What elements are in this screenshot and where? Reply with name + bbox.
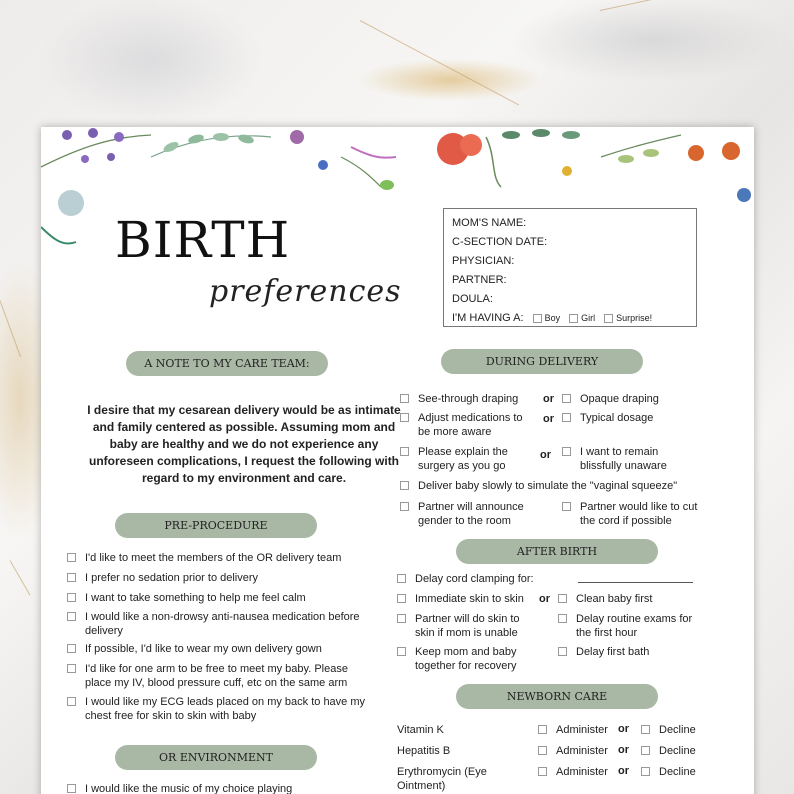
checkbox[interactable]	[67, 553, 76, 562]
checkbox[interactable]	[641, 746, 650, 755]
checkbox[interactable]	[67, 784, 76, 793]
document-page	[41, 127, 754, 794]
or-label: or	[618, 744, 629, 756]
checkbox[interactable]	[400, 394, 409, 403]
or-label: or	[543, 393, 554, 405]
having-row	[452, 309, 688, 328]
checkbox[interactable]	[562, 447, 571, 456]
checklist-item[interactable]: Delay first bath	[558, 645, 703, 659]
checklist-item[interactable]: Deliver baby slowly to simulate the "vaginal squeeze"	[400, 479, 710, 493]
checklist-item[interactable]: Please explain the surgery as you go	[400, 445, 530, 473]
checklist-item[interactable]: Partner will do skin to skin if mom is unable	[397, 612, 532, 640]
checklist-item[interactable]: I'd like for one arm to be free to meet my baby. Please place my IV, blood pressure cuff, etc on the same arm	[67, 662, 377, 690]
checkbox[interactable]	[558, 614, 567, 623]
newborn-row-label: Erythromycin (Eye Ointment)	[397, 766, 487, 792]
checkbox[interactable]	[67, 697, 76, 706]
flower-icon	[114, 132, 124, 142]
checkbox[interactable]	[538, 725, 547, 734]
checkbox[interactable]	[538, 746, 547, 755]
during-delivery-heading: DURING DELIVERY	[441, 349, 643, 374]
checkbox[interactable]	[400, 481, 409, 490]
info-field-mom-name[interactable]: MOM'S NAME:	[452, 217, 527, 229]
or-label: or	[618, 723, 629, 735]
info-field-physician[interactable]: PHYSICIAN:	[452, 255, 515, 267]
note-text: I desire that my cesarean delivery would be as intimate and family centered as possible. Assuming mom and baby are healthy and we do not experience any unforeseen complications, I request the following with regard to my environment and care.	[87, 403, 401, 485]
flower-icon	[562, 166, 572, 176]
or-label: or	[539, 593, 550, 605]
checklist-item[interactable]: Delay routine exams for the first hour	[558, 612, 703, 640]
checkbox[interactable]	[562, 413, 571, 422]
checklist-item[interactable]: Opaque draping	[562, 392, 702, 406]
checklist-item[interactable]: I would like my ECG leads placed on my back to have my chest free for skin to skin with baby	[67, 695, 377, 723]
pre-procedure-heading: PRE-PROCEDURE	[115, 513, 317, 538]
poppy-icon	[460, 134, 482, 156]
or-label: or	[543, 413, 554, 425]
page-subtitle: preferences	[209, 274, 402, 309]
checklist-item[interactable]: I prefer no sedation prior to delivery	[67, 571, 377, 585]
checkbox[interactable]	[397, 574, 406, 583]
option-girl[interactable]: Girl	[569, 309, 595, 328]
checklist-item[interactable]: I want to remain blissfully unaware	[562, 445, 702, 473]
or-label: or	[540, 449, 551, 461]
checklist-item[interactable]: Partner will announce gender to the room	[400, 500, 550, 528]
checklist-item[interactable]: I'd like to meet the members of the OR delivery team	[67, 551, 377, 565]
checklist-item[interactable]: Keep mom and baby together for recovery	[397, 645, 537, 673]
leaf-icon	[643, 149, 659, 157]
checklist-item[interactable]: Typical dosage	[562, 411, 702, 425]
write-in-line[interactable]	[578, 582, 693, 583]
checkbox[interactable]	[604, 314, 613, 323]
info-field-csection-date[interactable]: C-SECTION DATE:	[452, 236, 548, 248]
checklist-item[interactable]: I would like the music of my choice playing	[67, 782, 377, 794]
checkbox[interactable]	[562, 394, 571, 403]
checkbox[interactable]	[67, 593, 76, 602]
info-field-partner[interactable]: PARTNER:	[452, 274, 507, 286]
leaf-icon	[380, 180, 394, 190]
marble-vein	[10, 560, 31, 595]
administer-option[interactable]: Administer	[538, 723, 608, 737]
leaf-icon	[213, 133, 229, 141]
checklist-item[interactable]: Partner would like to cut the cord if possible	[562, 500, 707, 528]
marble-vein	[600, 0, 747, 11]
note-heading: A NOTE TO MY CARE TEAM:	[126, 351, 328, 376]
or-label: or	[618, 765, 629, 777]
succulent-icon	[58, 190, 84, 216]
checkbox[interactable]	[397, 594, 406, 603]
checklist-item[interactable]: Delay cord clamping for:	[397, 572, 587, 586]
checkbox[interactable]	[533, 314, 542, 323]
after-birth-heading: AFTER BIRTH	[456, 539, 658, 564]
leaf-icon	[237, 133, 255, 145]
checkbox[interactable]	[397, 647, 406, 656]
checkbox[interactable]	[400, 447, 409, 456]
administer-option[interactable]: Administer	[538, 765, 608, 779]
page-title: BIRTH	[115, 211, 291, 269]
flower-icon	[737, 188, 751, 202]
checklist-item[interactable]: I want to take something to help me feel calm	[67, 591, 377, 605]
checklist-item[interactable]: If possible, I'd like to wear my own delivery gown	[67, 642, 377, 656]
newborn-row-label: Hepatitis B	[397, 745, 451, 757]
checkbox[interactable]	[641, 725, 650, 734]
marble-vein	[360, 20, 519, 105]
checklist-item[interactable]: I would like a non-drowsy anti-nausea medication before delivery	[67, 610, 367, 638]
checkbox[interactable]	[641, 767, 650, 776]
checkbox[interactable]	[558, 647, 567, 656]
flower-icon	[688, 145, 704, 161]
checkbox[interactable]	[400, 502, 409, 511]
administer-option[interactable]: Administer	[538, 744, 608, 758]
checkbox[interactable]	[400, 413, 409, 422]
decline-option[interactable]: Decline	[641, 723, 696, 737]
decline-option[interactable]: Decline	[641, 744, 696, 758]
checkbox[interactable]	[67, 612, 76, 621]
checkbox[interactable]	[67, 644, 76, 653]
checklist-item[interactable]: Immediate skin to skin	[397, 592, 537, 606]
leaf-icon	[532, 129, 550, 137]
or-environment-heading: OR ENVIRONMENT	[115, 745, 317, 770]
flower-icon	[62, 130, 72, 140]
option-surprise[interactable]: Surprise!	[604, 309, 652, 328]
decline-option[interactable]: Decline	[641, 765, 696, 779]
checkbox[interactable]	[538, 767, 547, 776]
checkbox[interactable]	[562, 502, 571, 511]
checklist-item[interactable]: Clean baby first	[558, 592, 703, 606]
checkbox[interactable]	[569, 314, 578, 323]
leaf-icon	[562, 131, 580, 139]
flower-icon	[107, 153, 115, 161]
flower-icon	[722, 142, 740, 160]
flower-icon	[318, 160, 328, 170]
having-label: I'M HAVING A:	[452, 312, 524, 324]
leaf-icon	[502, 131, 520, 139]
info-field-doula[interactable]: DOULA:	[452, 293, 493, 305]
option-boy[interactable]: Boy	[533, 309, 561, 328]
marble-vein	[0, 300, 21, 357]
flower-icon	[88, 128, 98, 138]
checkbox[interactable]	[67, 664, 76, 673]
checkbox[interactable]	[558, 594, 567, 603]
checkbox[interactable]	[67, 573, 76, 582]
leaf-icon	[618, 155, 634, 163]
newborn-care-heading: NEWBORN CARE	[456, 684, 658, 709]
info-box	[443, 208, 697, 327]
checklist-item[interactable]: See-through draping	[400, 392, 535, 406]
flower-icon	[290, 130, 304, 144]
checklist-item[interactable]: Adjust medications to be more aware	[400, 411, 535, 439]
checkbox[interactable]	[397, 614, 406, 623]
flower-icon	[81, 155, 89, 163]
newborn-row-label: Vitamin K	[397, 724, 444, 736]
